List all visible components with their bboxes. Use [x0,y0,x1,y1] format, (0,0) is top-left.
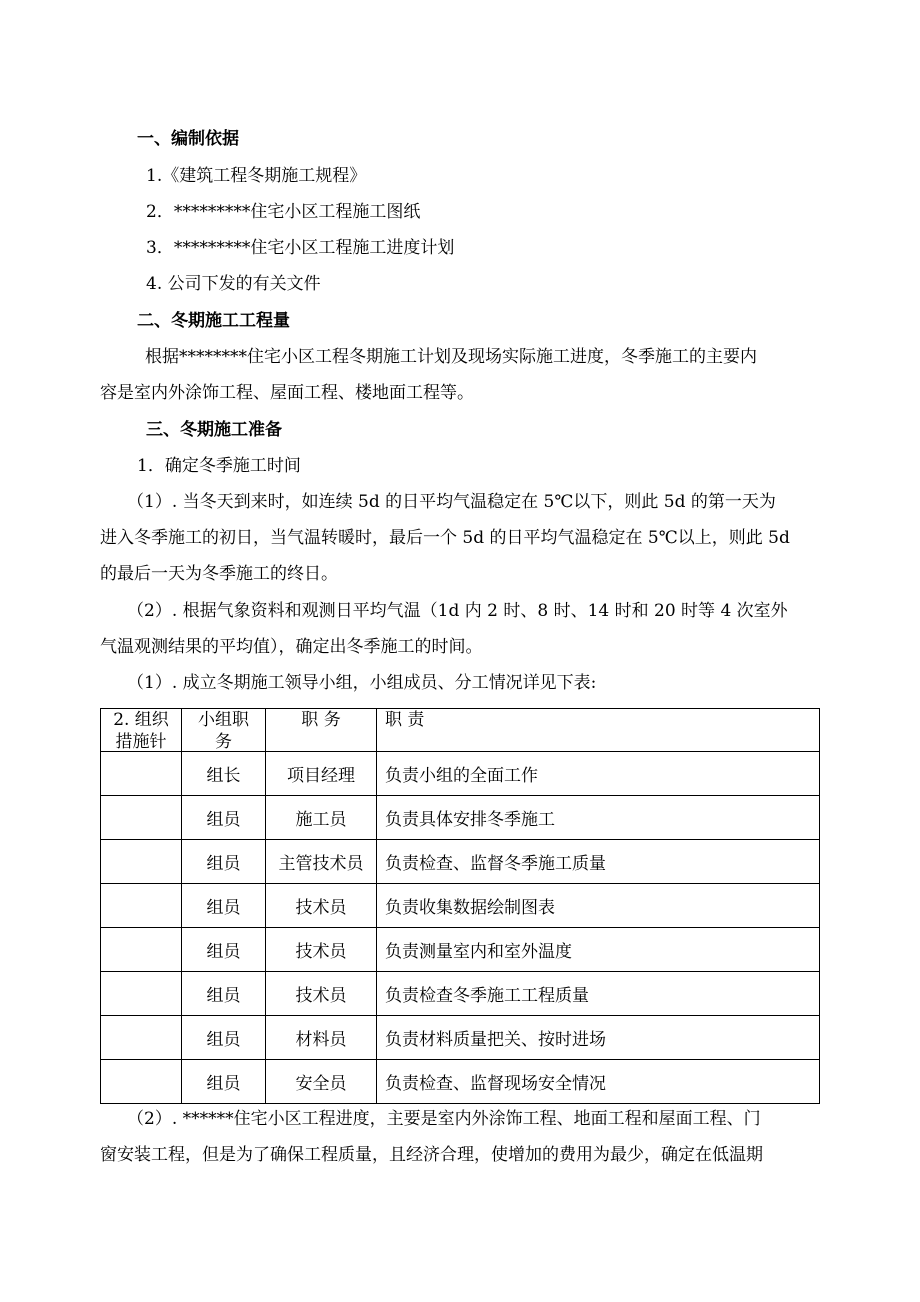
paragraph-time-2-line-2: 气温观测结果的平均值），确定出冬季施工的时间。 [100,637,483,657]
role-cell: 组员 [182,1060,266,1104]
header-cell-duty [377,709,820,752]
section-title-2: 二、冬期施工工程量 [137,311,290,331]
duty-cell: 负责检查、监督冬季施工质量 [377,840,820,884]
blank-cell [101,840,182,884]
section-title-3: 三、冬期施工准备 [146,420,282,440]
role-cell: 组长 [182,752,266,796]
basis-item-1: 1.《建筑工程冬期施工规程》 [146,166,367,186]
paragraph-scope-line-1: 根据********住宅小区工程冬期施工计划及现场实际施工进度，冬季施工的主要内 [145,347,757,367]
table-row [101,840,820,884]
header-cell-title [266,709,377,752]
duty-cell: 负责小组的全面工作 [377,752,820,796]
title-cell: 施工员 [266,796,377,840]
table-row [101,928,820,972]
section-title-1: 一、编制依据 [137,129,239,149]
duty-cell: 负责检查冬季施工工程质量 [377,972,820,1016]
header-title-text: 职 务 [301,710,341,730]
header-role-line-2: 务 [215,732,232,751]
header-org-line-2: 措施针 [115,732,167,751]
blank-cell [101,884,182,928]
basis-item-2: 2．*********住宅小区工程施工图纸 [146,202,421,222]
title-cell: 安全员 [266,1060,377,1104]
table-row [101,752,820,796]
subsection-title-1: 1．确定冬季施工时间 [137,456,301,476]
blank-cell [101,752,182,796]
role-cell: 组员 [182,840,266,884]
basis-item-3: 3．*********住宅小区工程施工进度计划 [146,238,455,258]
table-row [101,1016,820,1060]
role-cell: 组员 [182,1016,266,1060]
paragraph-progress-line-1: （2）. ******住宅小区工程进度，主要是室内外涂饰工程、地面工程和屋面工程、门 [127,1109,761,1129]
table-row [101,796,820,840]
paragraph-time-2-line-1: （2）. 根据气象资料和观测日平均气温（1d 内 2 时、8 时、14 时和 20 时等 4 次室外 [127,601,788,621]
blank-cell [101,1016,182,1060]
basis-item-4: 4. 公司下发的有关文件 [146,274,321,294]
table-header-row [101,709,820,752]
header-cell-org [101,709,182,752]
duty-cell: 负责收集数据绘制图表 [377,884,820,928]
header-duty-text: 职 责 [385,710,425,730]
blank-cell [101,1060,182,1104]
paragraph-scope-line-2: 容是室内外涂饰工程、屋面工程、楼地面工程等。 [100,383,474,403]
role-cell: 组员 [182,796,266,840]
table-row [101,884,820,928]
staff-table [100,708,820,1104]
blank-cell [101,796,182,840]
blank-cell [101,928,182,972]
title-cell: 技术员 [266,884,377,928]
paragraph-time-1-line-1: （1）. 当冬天到来时，如连续 5d 的日平均气温稳定在 5℃以下，则此 5d 的第一天为 [127,492,776,512]
blank-cell [101,972,182,1016]
paragraph-team-intro: （1）. 成立冬期施工领导小组，小组成员、分工情况详见下表: [127,673,597,693]
role-cell: 组员 [182,928,266,972]
paragraph-time-1-line-2: 进入冬季施工的初日，当气温转暖时，最后一个 5d 的日平均气温稳定在 5℃以上，则此 5d [100,528,790,548]
header-cell-role [182,709,266,752]
table-row [101,972,820,1016]
role-cell: 组员 [182,884,266,928]
duty-cell: 负责测量室内和室外温度 [377,928,820,972]
duty-cell: 负责具体安排冬季施工 [377,796,820,840]
role-cell: 组员 [182,972,266,1016]
title-cell: 主管技术员 [266,840,377,884]
title-cell: 技术员 [266,972,377,1016]
duty-cell: 负责材料质量把关、按时进场 [377,1016,820,1060]
title-cell: 技术员 [266,928,377,972]
title-cell: 项目经理 [266,752,377,796]
duty-cell: 负责检查、监督现场安全情况 [377,1060,820,1104]
paragraph-progress-line-2: 窗安装工程，但是为了确保工程质量，且经济合理，使增加的费用为最少，确定在低温期 [100,1145,763,1165]
table-row [101,1060,820,1104]
paragraph-time-1-line-3: 的最后一天为冬季施工的终日。 [100,564,338,584]
header-org-line-1: 2. 组织 [113,710,169,730]
header-role-line-1: 小组职 [198,710,249,730]
title-cell: 材料员 [266,1016,377,1060]
